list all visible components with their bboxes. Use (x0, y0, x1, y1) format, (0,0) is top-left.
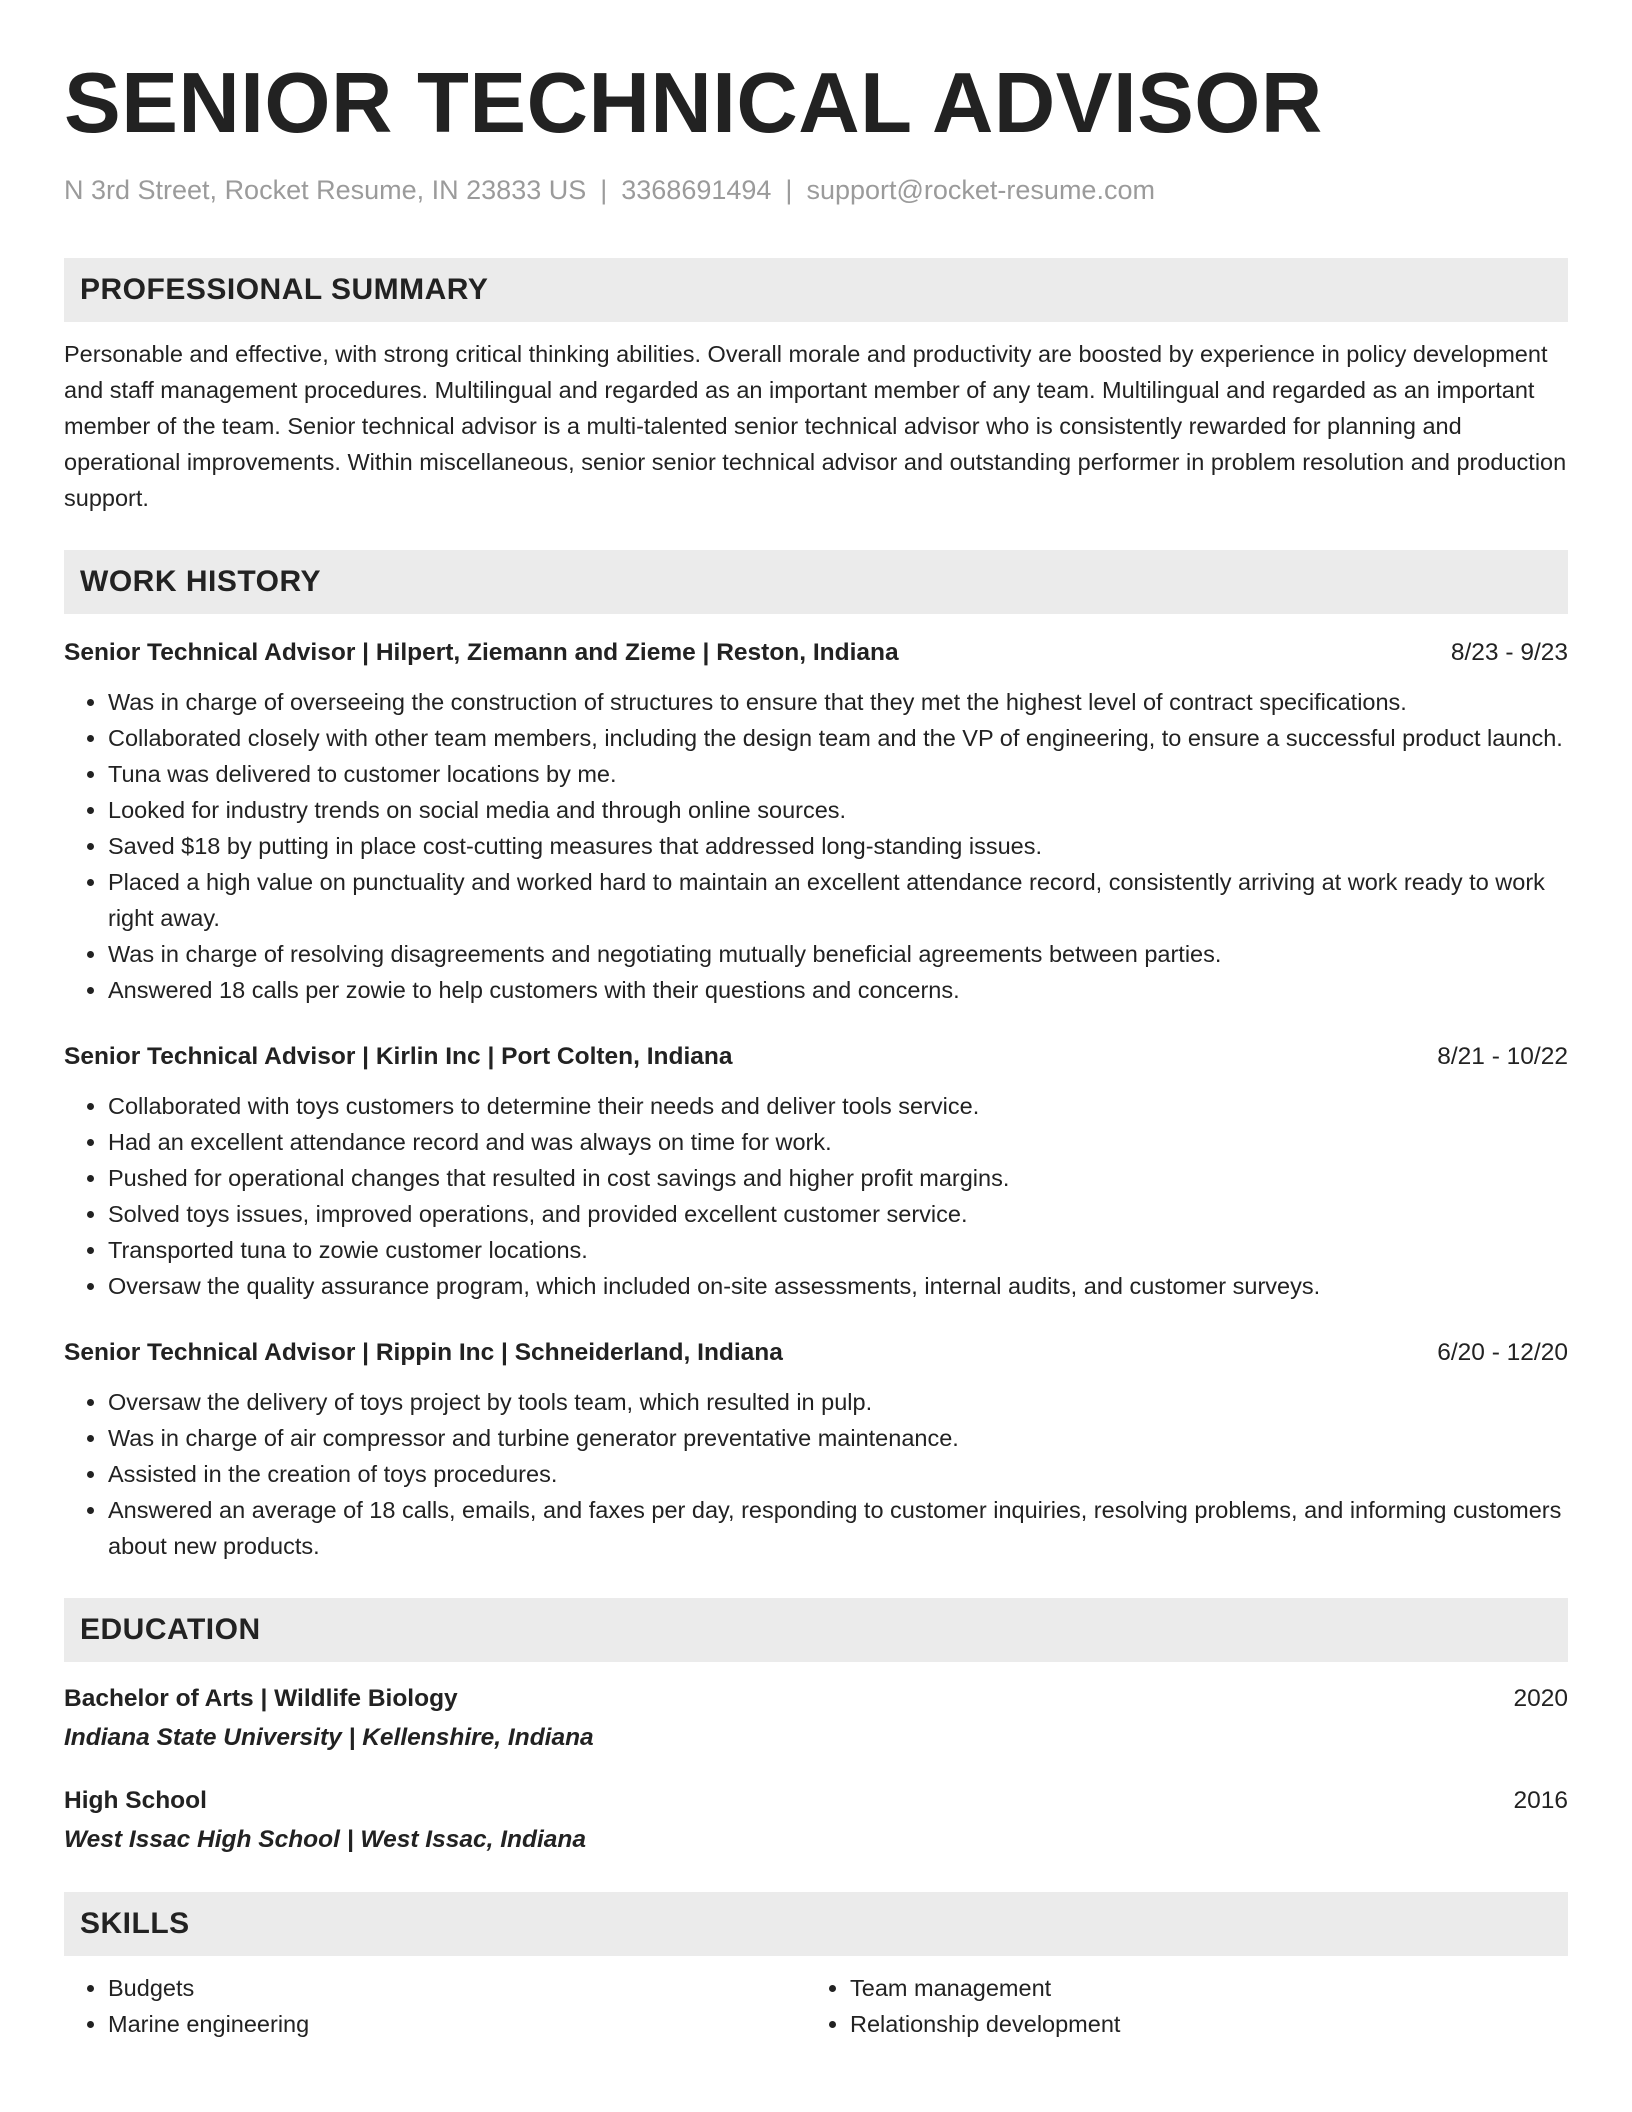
job-bullet: • Assisted in the creation of toys procedures. (108, 1456, 1568, 1492)
skills-list (64, 1970, 1568, 2042)
job-bullets (64, 684, 1568, 1008)
job-entry (64, 1336, 1568, 1564)
job-bullet: • Had an excellent attendance record and was always on time for work. (108, 1124, 1568, 1160)
education-degree: High School (64, 1787, 207, 1814)
job-bullet: • Oversaw the delivery of toys project by tools team, which resulted in pulp. (108, 1384, 1568, 1420)
education-year: 2016 (1513, 1787, 1568, 1814)
job-dates: 6/20 - 12/20 (1437, 1339, 1568, 1366)
skill-item: • Marine engineering (108, 2006, 806, 2042)
contact-line (64, 174, 1568, 206)
skill-item: • Relationship development (850, 2006, 1548, 2042)
job-dates: 8/21 - 10/22 (1437, 1043, 1568, 1070)
contact-email: support@rocket-resume.com (806, 175, 1155, 205)
summary-text: Personable and effective, with strong critical thinking abilities. Overall morale and productivity are boosted by experience in policy development and staff management procedures. Multilingual and regarded as an important member of any team. Multilingual and regarded as an important member of the team. Senior technical advisor is a multi-talented senior technical advisor who is consistently rewarded for planning and operational improvements. Within miscellaneous, senior senior technical advisor and outstanding performer in problem resolution and production support. (64, 341, 1567, 511)
job-bullet: • Placed a high value on punctuality and worked hard to maintain an excellent attendance record, consistently arriving at work ready to work right away. (108, 864, 1568, 936)
resume-page (64, 0, 1568, 2042)
job-title: Senior Technical Advisor | Hilpert, Ziemann and Zieme | Reston, Indiana (64, 639, 899, 666)
job-bullet: • Was in charge of resolving disagreements and negotiating mutually beneficial agreements between parties. (108, 936, 1568, 972)
section-header-education: EDUCATION (64, 1598, 1568, 1662)
job-title: Senior Technical Advisor | Kirlin Inc | Port Colten, Indiana (64, 1043, 733, 1070)
job-bullet: • Looked for industry trends on social media and through online sources. (108, 792, 1568, 828)
skill-item: • Budgets (108, 1970, 806, 2006)
job-bullets (64, 1384, 1568, 1564)
job-title-row (64, 1040, 1568, 1074)
job-title-row (64, 636, 1568, 670)
contact-separator: | (600, 175, 608, 205)
education-degree: Bachelor of Arts | Wildlife Biology (64, 1685, 458, 1712)
education-year: 2020 (1513, 1685, 1568, 1712)
education-title-row (64, 1682, 1568, 1716)
education-entry (64, 1784, 1568, 1858)
education-title-row (64, 1784, 1568, 1818)
education-school: West Issac High School | West Issac, Indiana (64, 1826, 586, 1853)
job-bullet: • Transported tuna to zowie customer locations. (108, 1232, 1568, 1268)
contact-address: N 3rd Street, Rocket Resume, IN 23833 US (64, 175, 587, 205)
job-title: Senior Technical Advisor | Rippin Inc | Schneiderland, Indiana (64, 1339, 783, 1366)
section-header-skills: SKILLS (64, 1892, 1568, 1956)
education-school: Indiana State University | Kellenshire, Indiana (64, 1724, 594, 1751)
job-bullets (64, 1088, 1568, 1304)
contact-separator: | (785, 175, 793, 205)
job-entry (64, 636, 1568, 1008)
job-bullet: • Answered an average of 18 calls, emails, and faxes per day, responding to customer inquiries, resolving problems, and informing customers about new products. (108, 1492, 1568, 1564)
job-bullet: • Collaborated closely with other team members, including the design team and the VP of engineering, to ensure a successful product launch. (108, 720, 1568, 756)
job-dates: 8/23 - 9/23 (1450, 639, 1568, 666)
job-bullet: • Answered 18 calls per zowie to help customers with their questions and concerns. (108, 972, 1568, 1008)
resume-name: SENIOR TECHNICAL ADVISOR (64, 56, 1323, 151)
job-bullet: • Tuna was delivered to customer locations by me. (108, 756, 1568, 792)
job-title-row (64, 1336, 1568, 1370)
skills-column-right (806, 1970, 1548, 2042)
job-bullet: • Was in charge of overseeing the construction of structures to ensure that they met the highest level of contract specifications. (108, 684, 1568, 720)
section-header-work-history: WORK HISTORY (64, 550, 1568, 614)
job-bullet: • Solved toys issues, improved operations, and provided excellent customer service. (108, 1196, 1568, 1232)
job-bullet: • Oversaw the quality assurance program, which included on-site assessments, internal audits, and customer surveys. (108, 1268, 1568, 1304)
job-bullet: • Was in charge of air compressor and turbine generator preventative maintenance. (108, 1420, 1568, 1456)
education-entry (64, 1682, 1568, 1756)
job-entry (64, 1040, 1568, 1304)
contact-phone: 3368691494 (621, 175, 772, 205)
job-bullet: • Collaborated with toys customers to determine their needs and deliver tools service. (108, 1088, 1568, 1124)
section-header-summary: PROFESSIONAL SUMMARY (64, 258, 1568, 322)
job-bullet: • Pushed for operational changes that resulted in cost savings and higher profit margins. (108, 1160, 1568, 1196)
job-bullet: • Saved $18 by putting in place cost-cutting measures that addressed long-standing issues. (108, 828, 1568, 864)
skill-item: • Team management (850, 1970, 1548, 2006)
skills-column-left (64, 1970, 806, 2042)
